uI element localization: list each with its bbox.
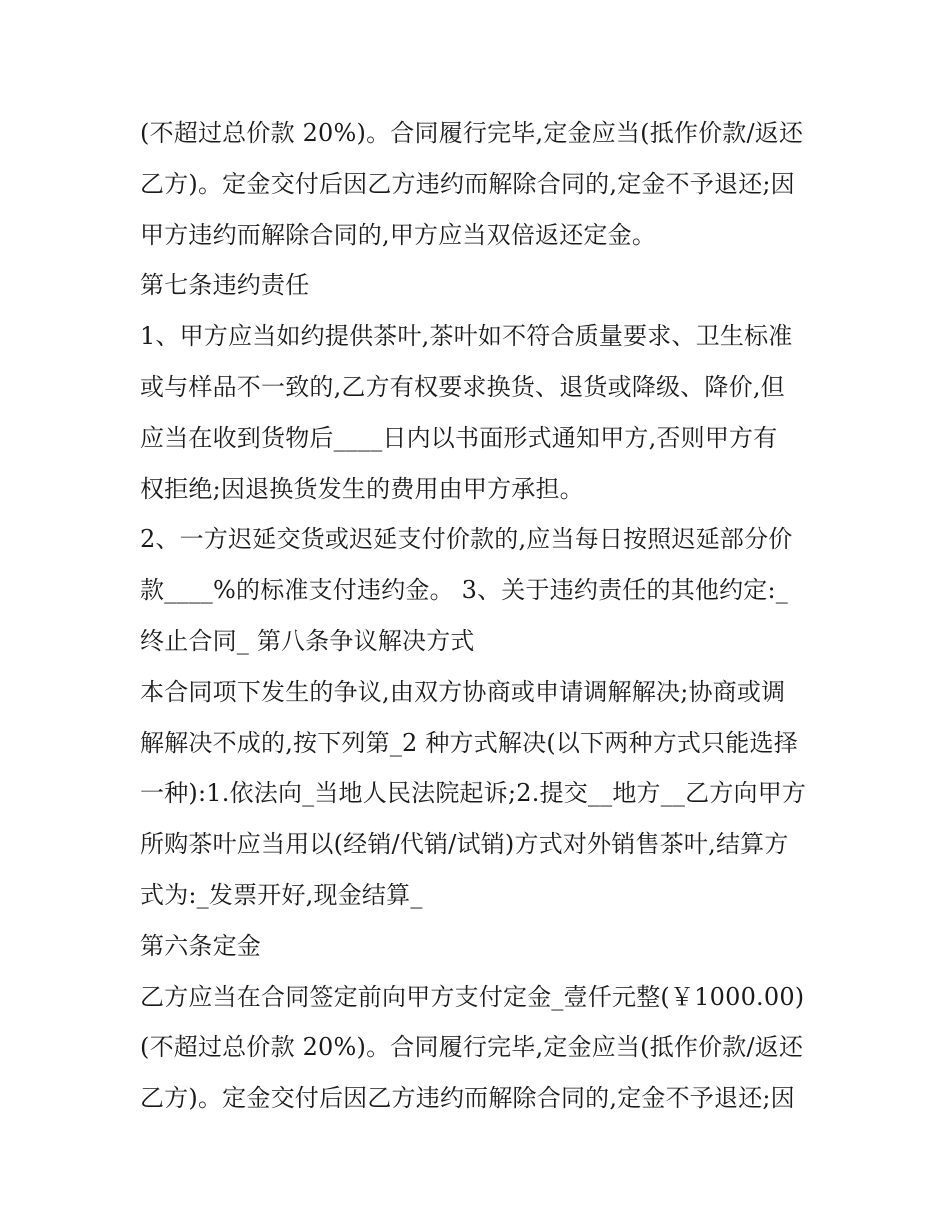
text-line: 或与样品不一致的,乙方有权要求换货、退货或降级、降价,但 [140, 372, 785, 401]
text-line: 应当在收到货物后____日内以书面形式通知甲方,否则甲方有 [140, 423, 778, 452]
text-line: 所购茶叶应当用以(经销/代销/试销)方式对外销售茶叶,结算方 [140, 830, 789, 859]
text-line: 解解决不成的,按下列第_2 种方式解决(以下两种方式只能选择 [140, 728, 798, 757]
text-line: 式为:_发票开好,现金结算_ [140, 880, 423, 909]
text-line: 权拒绝;因退换货发生的费用由甲方承担。 [140, 474, 584, 503]
text-line: 终止合同_ 第八条争议解决方式 [140, 626, 475, 655]
section-heading: 第七条违约责任 [140, 271, 310, 300]
contract-text [140, 108, 820, 1124]
text-line: 甲方违约而解除合同的,甲方应当双倍返还定金。 [140, 220, 657, 249]
text-line: 本合同项下发生的争议,由双方协商或申请调解解决;协商或调 [140, 677, 786, 706]
text-line: 一种):1.依法向_当地人民法院起诉;2.提交__地方__乙方向甲方 [140, 779, 807, 808]
text-line: (不超过总价款 20%)。合同履行完毕,定金应当(抵作价款/返还 [140, 1033, 804, 1062]
text-line: 乙方)。定金交付后因乙方违约而解除合同的,定金不予退还;因 [140, 1084, 795, 1113]
text-line: 乙方应当在合同签定前向甲方支付定金_壹仟元整(￥1000.00) [140, 982, 805, 1011]
text-line: 2、一方迟延交货或迟延支付价款的,应当每日按照迟延部分价 [140, 525, 793, 554]
section-heading: 第六条定金 [140, 931, 261, 960]
text-line: 乙方)。定金交付后因乙方违约而解除合同的,定金不予退还;因 [140, 169, 795, 198]
text-line: (不超过总价款 20%)。合同履行完毕,定金应当(抵作价款/返还 [140, 119, 804, 147]
text-line: 1、甲方应当如约提供茶叶,茶叶如不符合质量要求、卫生标准 [140, 322, 793, 351]
text-line: 款____%的标准支付违约金。 3、关于违约责任的其他约定:_ [140, 576, 788, 605]
